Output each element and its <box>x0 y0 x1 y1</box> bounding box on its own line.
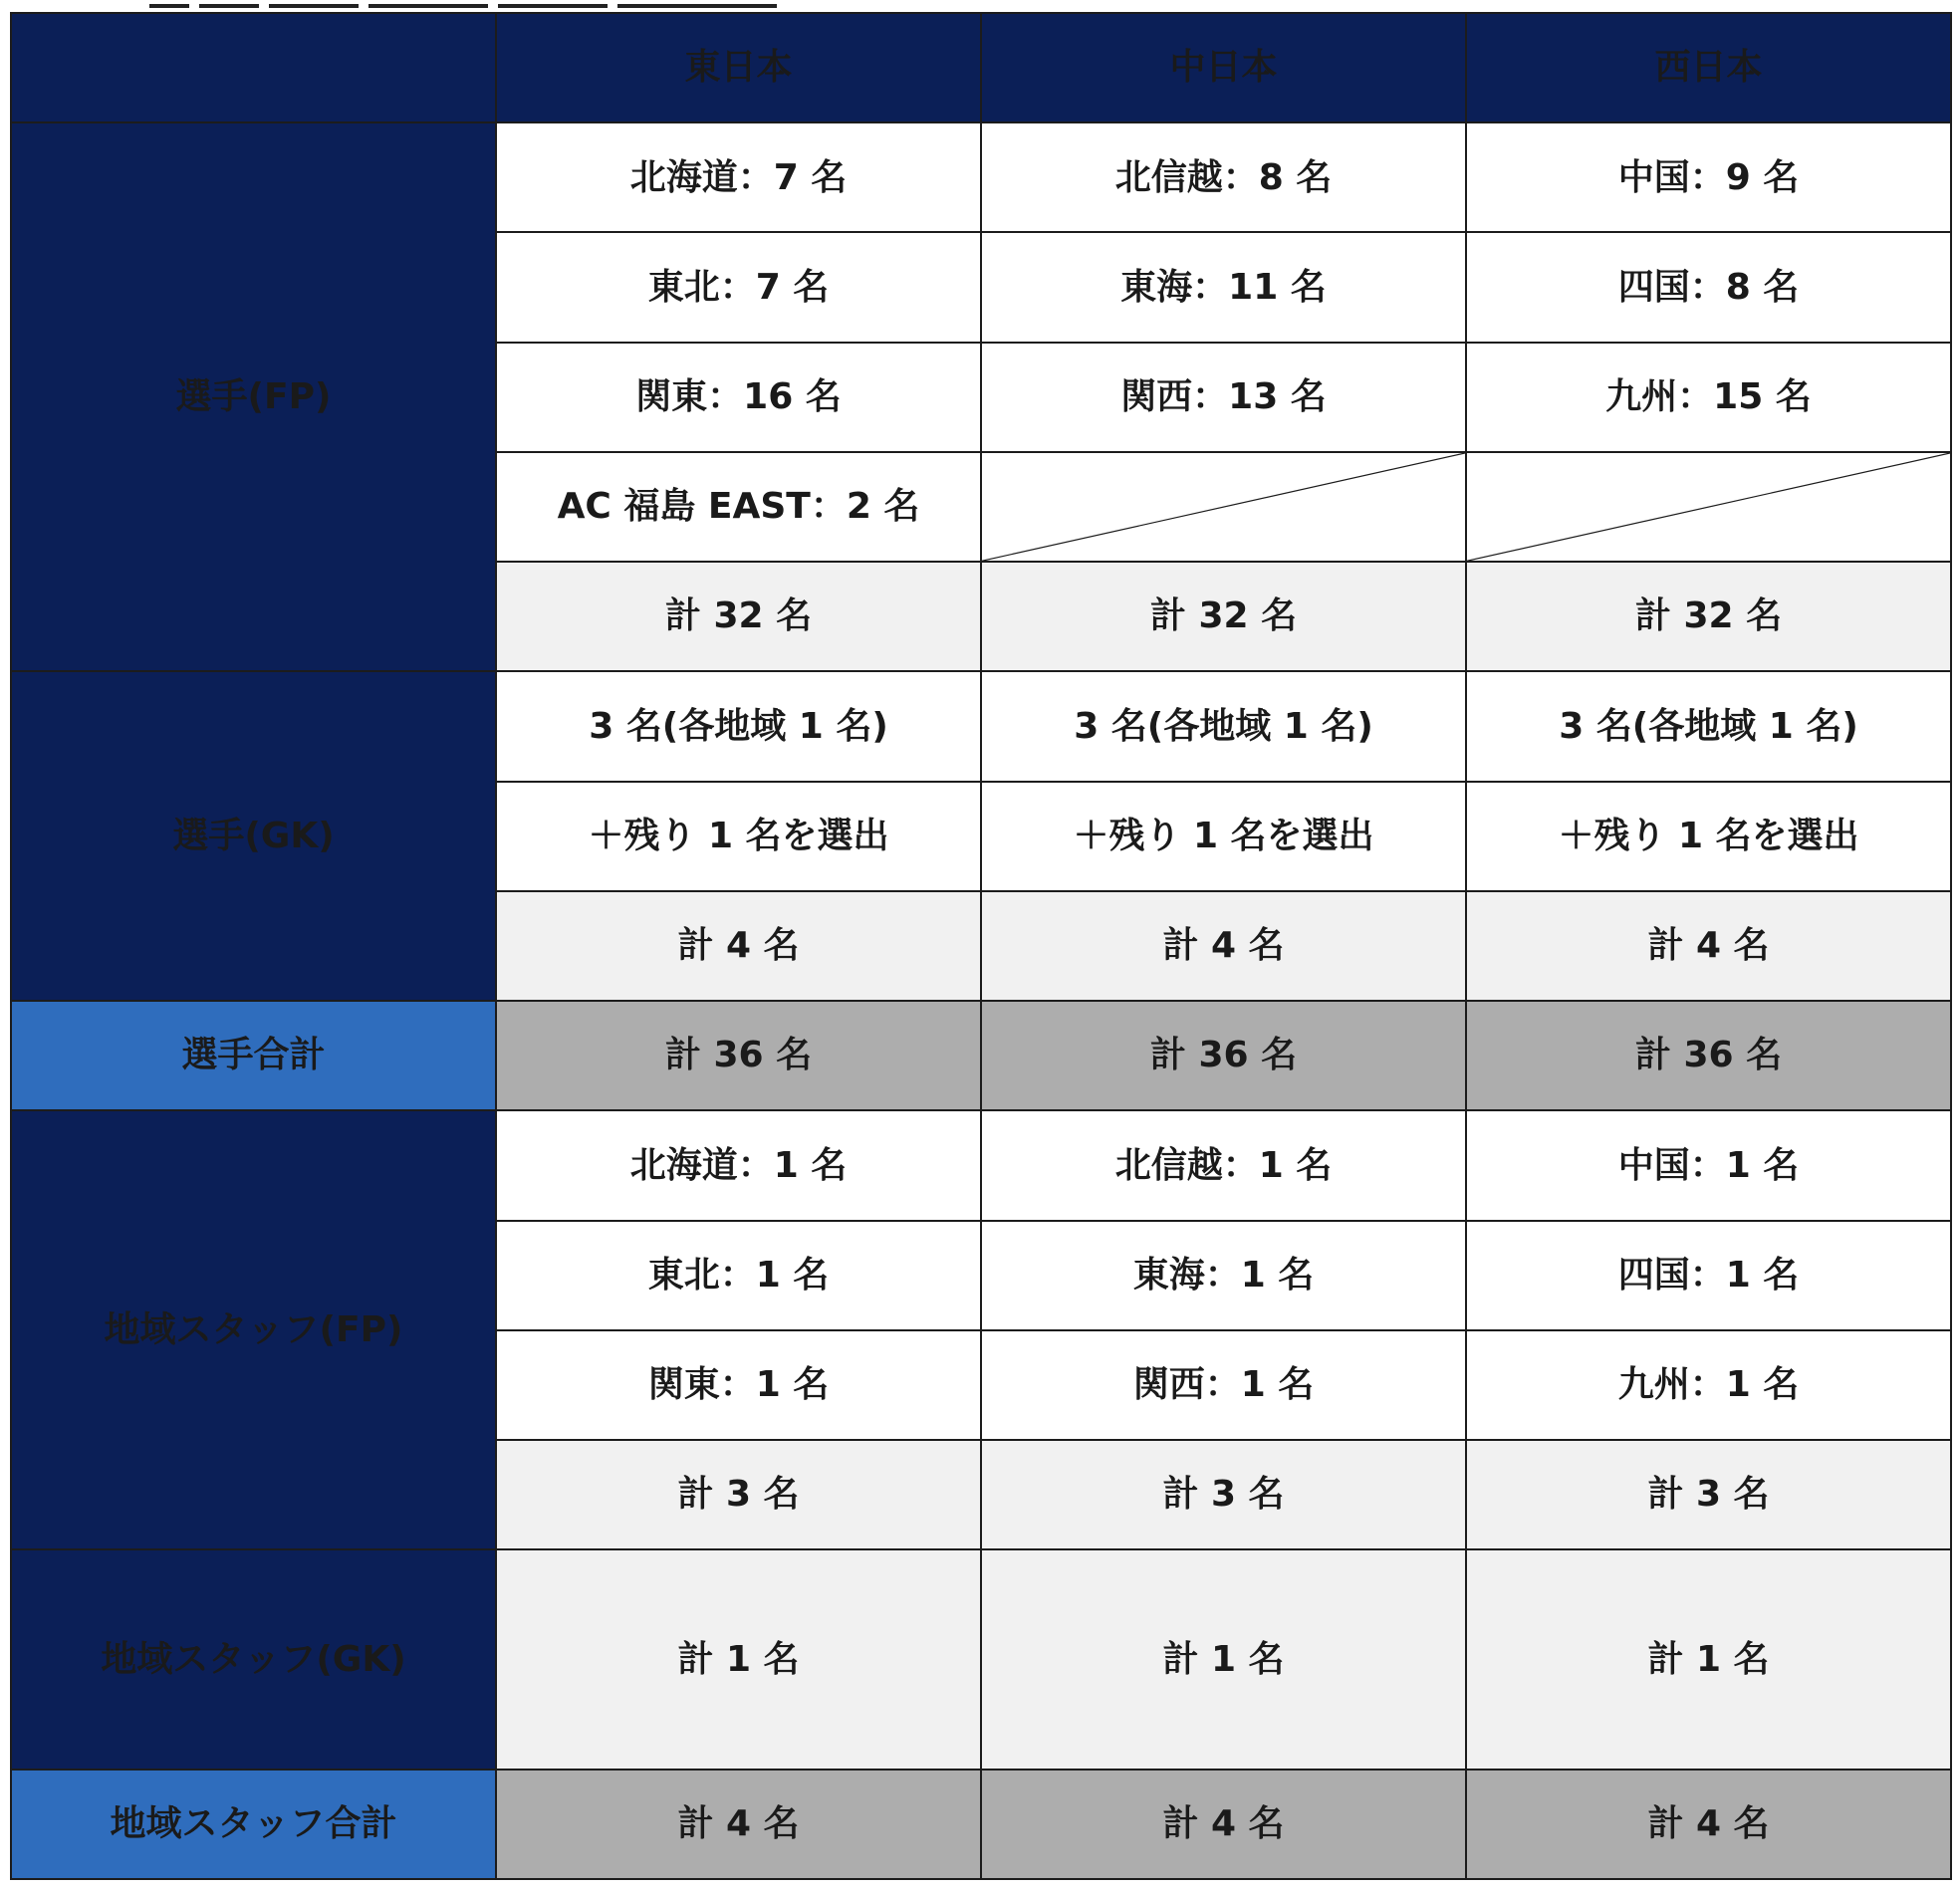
subtotal-cell: 計 32 名 <box>1466 562 1951 671</box>
table-cell: 九州：1 名 <box>1466 1330 1951 1440</box>
table-cell: AC 福島 EAST：2 名 <box>496 452 981 562</box>
table-cell: 東海：11 名 <box>981 232 1466 342</box>
diagonal-slash <box>982 453 1465 561</box>
subtotal-cell: 計 4 名 <box>981 891 1466 1001</box>
table-row <box>11 122 1951 232</box>
total-cell: 計 4 名 <box>496 1770 981 1879</box>
table-cell: 関東：16 名 <box>496 343 981 452</box>
subtotal-cell: 計 1 名 <box>496 1549 981 1769</box>
table-cell: 中国：1 名 <box>1466 1110 1951 1220</box>
cropped-caption-line <box>0 0 1960 12</box>
table-cell: 3 名(各地域 1 名) <box>1466 671 1951 781</box>
table-row <box>11 1110 1951 1220</box>
subtotal-cell: 計 32 名 <box>981 562 1466 671</box>
table-cell: 北信越：8 名 <box>981 122 1466 232</box>
total-cell: 計 36 名 <box>1466 1001 1951 1110</box>
diagonal-slash <box>1467 453 1950 561</box>
table-row <box>11 1770 1951 1879</box>
table-cell: 3 名(各地域 1 名) <box>496 671 981 781</box>
row-label-players-total: 選手合計 <box>11 1001 496 1110</box>
table-cell: 北信越：1 名 <box>981 1110 1466 1220</box>
total-cell: 計 4 名 <box>981 1770 1466 1879</box>
header-corner-cell <box>11 13 496 122</box>
table-cell: 関西：13 名 <box>981 343 1466 452</box>
table-cell: 四国：8 名 <box>1466 232 1951 342</box>
table-cell: 中国：9 名 <box>1466 122 1951 232</box>
table-cell: 関西：1 名 <box>981 1330 1466 1440</box>
table-row <box>11 1001 1951 1110</box>
table-cell: 四国：1 名 <box>1466 1221 1951 1330</box>
table-cell: 東海：1 名 <box>981 1221 1466 1330</box>
total-cell: 計 36 名 <box>981 1001 1466 1110</box>
subtotal-cell: 計 1 名 <box>981 1549 1466 1769</box>
table-cell: ＋残り 1 名を選出 <box>496 782 981 891</box>
subtotal-cell: 計 1 名 <box>1466 1549 1951 1769</box>
table-cell: ＋残り 1 名を選出 <box>1466 782 1951 891</box>
table-cell: 九州：15 名 <box>1466 343 1951 452</box>
row-label-players-fp: 選手(FP) <box>11 122 496 671</box>
empty-slashed-cell <box>981 452 1466 562</box>
header-west: 西日本 <box>1466 13 1951 122</box>
table-row <box>11 1549 1951 1769</box>
row-label-staff-gk: 地域スタッフ(GK) <box>11 1549 496 1769</box>
header-central: 中日本 <box>981 13 1466 122</box>
table-cell: 3 名(各地域 1 名) <box>981 671 1466 781</box>
table-cell: 東北：7 名 <box>496 232 981 342</box>
row-label-staff-total: 地域スタッフ合計 <box>11 1770 496 1879</box>
total-cell: 計 36 名 <box>496 1001 981 1110</box>
table-row <box>11 671 1951 781</box>
subtotal-cell: 計 4 名 <box>496 891 981 1001</box>
row-label-players-gk: 選手(GK) <box>11 671 496 1001</box>
row-label-staff-fp: 地域スタッフ(FP) <box>11 1110 496 1549</box>
table-cell: 関東：1 名 <box>496 1330 981 1440</box>
subtotal-cell: 計 3 名 <box>496 1440 981 1549</box>
total-cell: 計 4 名 <box>1466 1770 1951 1879</box>
header-row <box>11 13 1951 122</box>
table-cell: 北海道：7 名 <box>496 122 981 232</box>
subtotal-cell: 計 3 名 <box>981 1440 1466 1549</box>
selection-quota-table <box>10 12 1952 1880</box>
table-cell: ＋残り 1 名を選出 <box>981 782 1466 891</box>
subtotal-cell: 計 3 名 <box>1466 1440 1951 1549</box>
subtotal-cell: 計 4 名 <box>1466 891 1951 1001</box>
table-cell: 東北：1 名 <box>496 1221 981 1330</box>
empty-slashed-cell <box>1466 452 1951 562</box>
subtotal-cell: 計 32 名 <box>496 562 981 671</box>
header-east: 東日本 <box>496 13 981 122</box>
table-cell: 北海道：1 名 <box>496 1110 981 1220</box>
